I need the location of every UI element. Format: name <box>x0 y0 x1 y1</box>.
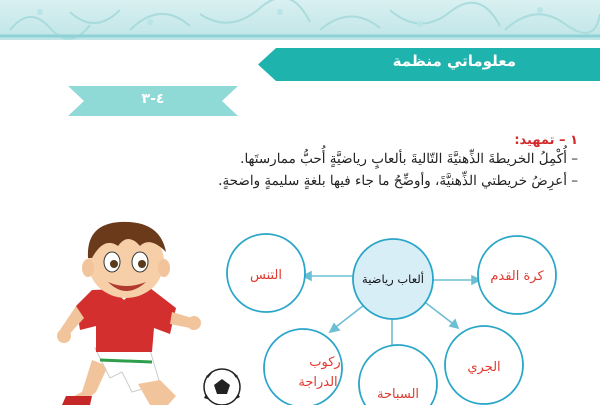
label-running: الجري <box>467 360 501 375</box>
boy-football-illustration <box>57 222 201 405</box>
page-title: معلوماتي منظمة <box>392 52 516 70</box>
section-number: ٤-٣ <box>141 91 165 107</box>
connector-running <box>422 300 456 326</box>
label-swimming: السباحة <box>376 387 420 402</box>
label-cycling-1: ركوب <box>309 355 341 370</box>
soccer-ball-icon <box>204 369 240 405</box>
label-tennis: التنس <box>250 268 282 283</box>
label-cycling-2: الدراجة <box>298 375 338 390</box>
prelude-heading: ١ – تمهيد: <box>514 133 578 148</box>
instruction-1: – أُكْمِلُ الخريطةَ الذِّهنيَّةَ التّاليةَ بألعابٍ رياضيَّةٍ أُحبُّ ممارستَها. <box>240 151 578 167</box>
instruction-2: – أعرِضُ خريطتي الذِّهنيَّةَ، وأوضِّحُ ما جاء فيها بلغةٍ سليمةٍ واضحةٍ. <box>218 173 578 189</box>
center-label: ألعاب رياضية <box>362 272 424 286</box>
label-football: كرة القدم <box>490 269 544 284</box>
